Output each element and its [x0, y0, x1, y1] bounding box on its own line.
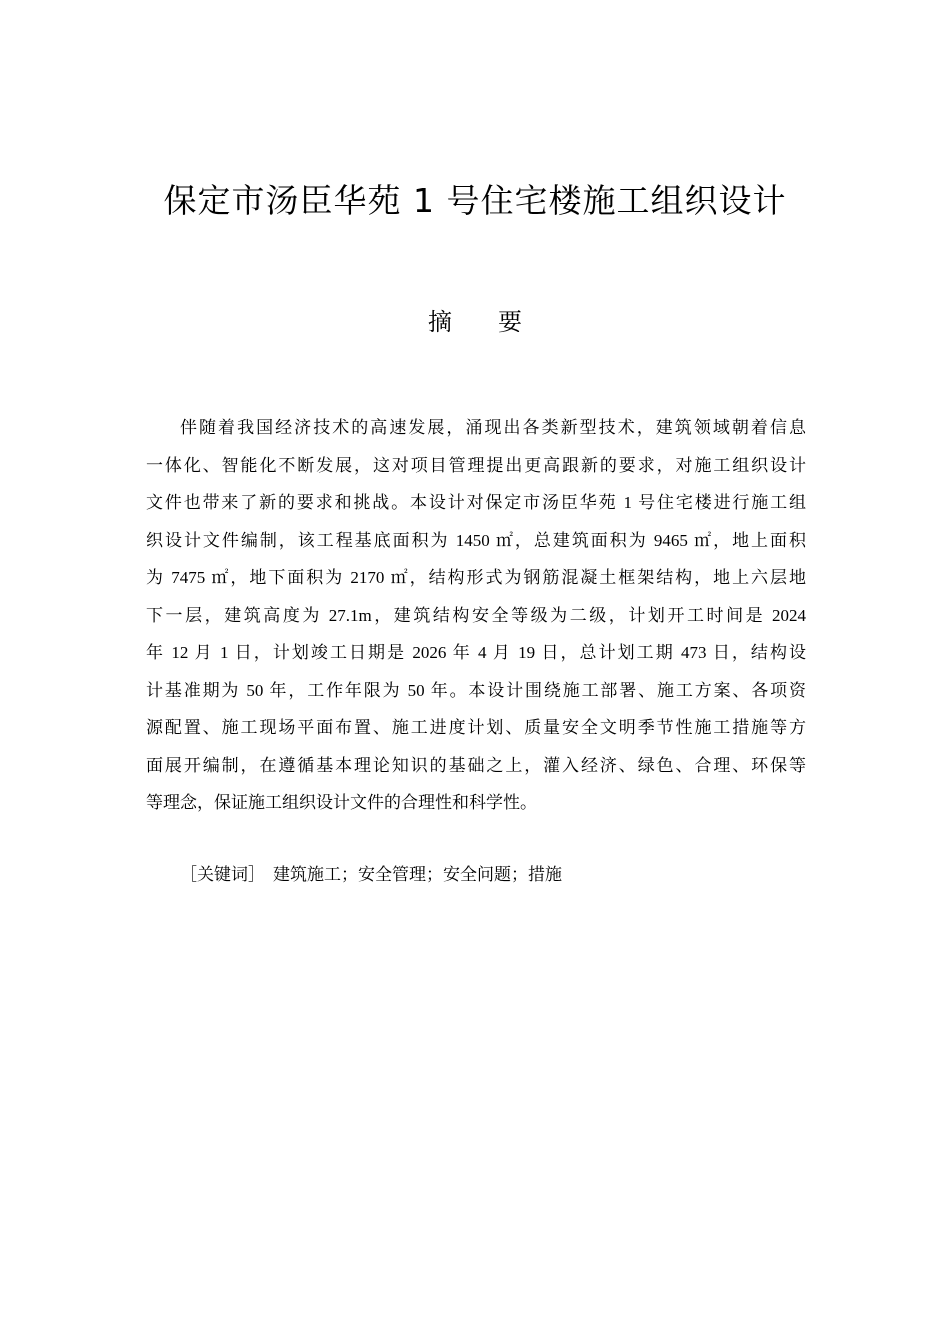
abstract-heading-char-2: 要 — [498, 308, 522, 336]
keywords-label: ［关键词］ — [180, 865, 265, 884]
abstract-line: 源配置、施工现场平面布置、施工进度计划、质量安全文明季节性施工措施等方 — [146, 718, 806, 737]
abstract-heading-char-1: 摘 — [428, 308, 452, 336]
abstract-paragraph — [146, 409, 806, 822]
abstract-line: 等理念，保证施工组织设计文件的合理性和科学性。 — [146, 793, 537, 812]
keywords-line — [180, 858, 562, 892]
abstract-line: 计基准期为 50 年，工作年限为 50 年。本设计围绕施工部署、施工方案、各项资 — [146, 680, 806, 700]
abstract-heading — [0, 305, 950, 339]
abstract-line: 为 7475 ㎡，地下面积为 2170 ㎡，结构形式为钢筋混凝土框架结构，地上六层地 — [146, 568, 806, 587]
abstract-line: 年 12 月 1 日，计划竣工日期是 2026 年 4 月 19 日，总计划工期 473 日，结构设 — [146, 643, 806, 662]
abstract-line: 文件也带来了新的要求和挑战。本设计对保定市汤臣华苑 1 号住宅楼进行施工组 — [146, 493, 806, 512]
abstract-line: 下一层，建筑高度为 27.1m，建筑结构安全等级为二级，计划开工时间是 2024 — [146, 605, 806, 625]
keywords-text: 建筑施工；安全管理；安全问题；措施 — [273, 865, 562, 884]
abstract-line: 面展开编制，在遵循基本理论知识的基础之上，灌入经济、绿色、合理、环保等 — [146, 755, 806, 775]
document-title: 保定市汤臣华苑 1 号住宅楼施工组织设计 — [163, 181, 787, 220]
abstract-line: 伴随着我国经济技术的高速发展，涌现出各类新型技术，建筑领域朝着信息 — [180, 418, 806, 437]
abstract-line: 织设计文件编制，该工程基底面积为 1450 ㎡，总建筑面积为 9465 ㎡，地上面积 — [146, 530, 806, 550]
abstract-line: 一体化、智能化不断发展，这对项目管理提出更高跟新的要求，对施工组织设计 — [146, 455, 806, 475]
